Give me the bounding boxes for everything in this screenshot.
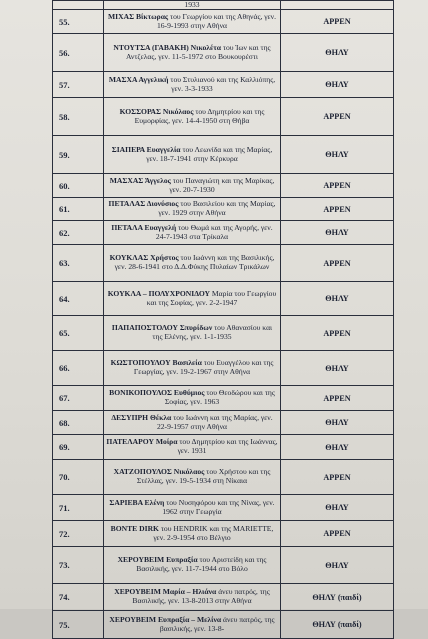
table-row <box>53 282 394 316</box>
row-details: Μαρία του Γεωργίου και της Σοφίας, γεν. 2-2-1947 <box>146 288 277 307</box>
row-sex: ΘΗΛΥ <box>281 351 394 386</box>
row-surname: ΝΤΟΥΤΣΑ (ΓΑΒΑΚΗ) Νικολέτα <box>113 42 221 52</box>
row-surname: ΠΕΤΑΛΑ Ευαγγελή <box>111 222 177 232</box>
row-surname: ΔΕΣΥΠΡΗ Θέκλα <box>111 412 172 422</box>
table-row <box>53 351 394 386</box>
table-row <box>53 72 394 98</box>
registry-table-body <box>53 1 394 639</box>
row-sex: ΘΗΛΥ <box>281 495 394 521</box>
row-surname: ΒΟΝΙΚΟΠΟΥΛΟΣ Ευθύμιος <box>109 388 205 398</box>
row-surname: ΜΑΣΧΑΣ Άγγελος <box>109 175 171 185</box>
row-name-cell <box>104 584 281 611</box>
row-details: του Παναγιώτη και της Μαρίκας, γεν. 20-7-1930 <box>169 175 275 194</box>
row-name-cell <box>104 136 281 174</box>
table-row <box>53 10 394 34</box>
row-number: 59. <box>53 136 104 174</box>
row-name-cell <box>104 72 281 98</box>
row-sex <box>281 1 394 10</box>
row-name-cell <box>104 34 281 72</box>
row-number: 61. <box>53 198 104 221</box>
row-sex: ΑΡΡΕΝ <box>281 174 394 198</box>
row-number: 57. <box>53 72 104 98</box>
table-row <box>53 547 394 584</box>
row-number: 74. <box>53 584 104 611</box>
row-surname: ΠΑΤΕΛΑΡΟΥ Μοίρα <box>106 437 178 447</box>
row-surname: ΧΕΡΟΥΒΕΙΜ Ευπραξία <box>117 555 198 565</box>
row-details: του Θεοδώρου και της Σοφίας, γεν. 1963 <box>164 388 275 406</box>
row-details: του Γεωργίου και της Αθηνάς, γεν. 16-9-1993 στην Αθήνα <box>156 11 277 30</box>
row-number: 58. <box>53 98 104 136</box>
row-details: του Ίων και της Αντζελας, γεν. 11-5-1972 στο Βουκουρέστι <box>126 42 271 61</box>
row-number: 63. <box>53 245 104 282</box>
row-details: του Δημητρίου και της Ιωάννας, γεν. 1931 <box>177 437 278 455</box>
row-sex: ΑΡΡΕΝ <box>281 98 394 136</box>
row-surname: ΚΟΣΣΟΡΑΣ Νικόλαος <box>119 106 194 116</box>
row-surname: ΧΕΡΟΥΒΕΙΜ Μαρία – Ηλιάνα <box>114 587 217 597</box>
row-name-cell <box>104 351 281 386</box>
row-number: 68. <box>53 411 104 435</box>
row-details: του Ιωάννη και της Μαρίας, γεν. 22-9-1957 στην Αθήνα <box>156 412 273 431</box>
table-row <box>53 495 394 521</box>
table-row <box>53 521 394 547</box>
row-name-cell <box>104 174 281 198</box>
row-details: του Βασιλείου και της Μαρίας, γεν. 1929 στην Αθήνα <box>158 199 276 217</box>
row-sex: ΘΗΛΥ <box>281 34 394 72</box>
table-row <box>53 174 394 198</box>
table-row <box>53 611 394 639</box>
row-details: άνευ πατρός, της βασιλικής, γεν. 13-8- <box>159 614 275 633</box>
table-row <box>53 34 394 72</box>
row-number: 72. <box>53 521 104 547</box>
row-number: 65. <box>53 316 104 351</box>
row-number: 71. <box>53 495 104 521</box>
row-number: 66. <box>53 351 104 386</box>
row-sex: ΘΗΛΥ <box>281 411 394 435</box>
row-surname: ΜΑΣΧΑ Αγγελική <box>108 74 169 84</box>
row-number: 67. <box>53 386 104 411</box>
row-name-cell <box>104 521 281 547</box>
row-name-cell <box>104 435 281 460</box>
row-surname: ΠΑΠΑΠΟΣΤΟΛΟΥ Σπυρίδων <box>111 323 213 333</box>
row-sex: ΑΡΡΕΝ <box>281 521 394 547</box>
row-name-cell <box>104 611 281 639</box>
row-sex: ΘΗΛΥ (παιδί) <box>281 584 394 611</box>
table-row <box>53 435 394 460</box>
row-sex: ΑΡΡΕΝ <box>281 245 394 282</box>
row-number: 69. <box>53 435 104 460</box>
row-surname: ΜΙΧΑΣ Βίκτωρας <box>107 11 169 21</box>
row-name-cell <box>104 198 281 221</box>
row-sex: ΑΡΡΕΝ <box>281 198 394 221</box>
row-surname: ΣΑΡΙΕΒΑ Ελένη <box>109 497 165 507</box>
row-details: άνευ πατρός, της Βασιλικής, γεν. 13-8-2013 στην Αθήνα <box>132 587 270 605</box>
table-row <box>53 245 394 282</box>
row-name-cell <box>104 460 281 495</box>
row-details: του Θωμά και της Αγορής, γεν. 24-7-1943 στα Τρίκαλα <box>155 222 273 241</box>
table-row <box>53 221 394 245</box>
table-row <box>53 460 394 495</box>
table-row <box>53 386 394 411</box>
row-details: του Αριστείδη και της Βασιλικής, γεν. 11-7-1944 στο Βόλο <box>136 555 267 573</box>
row-sex: ΘΗΛΥ <box>281 435 394 460</box>
row-sex: ΘΗΛΥ <box>281 136 394 174</box>
row-number: 56. <box>53 34 104 72</box>
row-number: 70. <box>53 460 104 495</box>
row-name-cell <box>104 221 281 245</box>
row-sex: ΘΗΛΥ (παιδί) <box>281 611 394 639</box>
row-name-cell <box>104 411 281 435</box>
row-sex: ΘΗΛΥ <box>281 72 394 98</box>
row-name-cell <box>104 547 281 584</box>
table-row <box>53 136 394 174</box>
row-details: του Ιωάννη και της Βασιλικής, γεν. 28-6-1941 στο Δ.Δ.Φύκης Πυλαίων Τρικάλων <box>114 253 275 271</box>
row-details: του Αθανασίου και της Ελένης, γεν. 1-1-1935 <box>152 323 273 341</box>
table-row-continuation <box>53 1 394 10</box>
table-row <box>53 198 394 221</box>
row-details: του Ευαγγέλου και της Γεωργίας, γεν. 19-2-1967 στην Αθήνα <box>133 358 274 376</box>
row-sex: ΑΡΡΕΝ <box>281 10 394 34</box>
row-surname: ΣΙΑΠΕΡΑ Ευαγγελία <box>111 144 181 154</box>
row-name-cell <box>104 316 281 351</box>
row-details: του Νυσηφόρου και της Νίνας, γεν. 1962 στην Γεωργία <box>162 497 275 516</box>
row-name-cell <box>104 245 281 282</box>
row-details: του Χρήστου και της Στέλλας, γεν. 19-5-1934 στη Νίκαια <box>136 467 271 485</box>
row-surname: ΚΟΥΚΛΑ – ΠΟΛΥΧΡΟΝΙΔΟΥ <box>107 288 211 298</box>
row-name-continuation: 1933 <box>104 1 281 10</box>
row-surname: ΧΕΡΟΥΒΕΙΜ Ευπραξία – Μελίνα <box>109 614 222 624</box>
row-number: 62. <box>53 221 104 245</box>
row-sex: ΑΡΡΕΝ <box>281 460 394 495</box>
row-number: 55. <box>53 10 104 34</box>
registry-table <box>52 0 394 639</box>
row-sex: ΑΡΡΕΝ <box>281 386 394 411</box>
row-number: 64. <box>53 282 104 316</box>
row-surname: ΚΟΥΚΛΑΣ Χρήστος <box>109 253 179 263</box>
table-row <box>53 316 394 351</box>
row-name-cell <box>104 495 281 521</box>
row-number: 75. <box>53 611 104 639</box>
row-details: του HENDRIK και της MARIETTE, γεν. 2-9-1954 στο Βέλγιο <box>153 523 274 542</box>
row-surname: BONTE DIRK <box>110 523 159 533</box>
table-row <box>53 411 394 435</box>
row-surname: ΧΑΤΖΟΠΟΥΛΟΣ Νικόλαος <box>113 467 205 477</box>
row-details: του Λεωνίδα και της Μαρίας, γεν. 18-7-1941 στην Κέρκυρα <box>146 144 273 163</box>
row-name-cell <box>104 386 281 411</box>
row-details: του Στυλιανού και της Καλλιόπης, γεν. 3-3-1933 <box>168 74 276 93</box>
row-sex: ΑΡΡΕΝ <box>281 316 394 351</box>
table-row <box>53 584 394 611</box>
row-name-cell <box>104 282 281 316</box>
table-row <box>53 98 394 136</box>
row-number: 60. <box>53 174 104 198</box>
row-number <box>53 1 104 10</box>
row-sex: ΘΗΛΥ <box>281 282 394 316</box>
row-sex: ΘΗΛΥ <box>281 221 394 245</box>
row-surname: ΠΕΤΑΛΑΣ Διονύσιος <box>108 199 179 209</box>
row-details: του Δημητρίου και της Ευμορφίας, γεν. 14-4-1950 στη Θήβα <box>134 106 265 125</box>
row-sex: ΘΗΛΥ <box>281 547 394 584</box>
row-name-cell <box>104 98 281 136</box>
row-name-cell <box>104 10 281 34</box>
row-number: 73. <box>53 547 104 584</box>
row-surname: ΚΩΣΤΟΠΟΥΛΟΥ Βασιλεία <box>110 358 202 368</box>
